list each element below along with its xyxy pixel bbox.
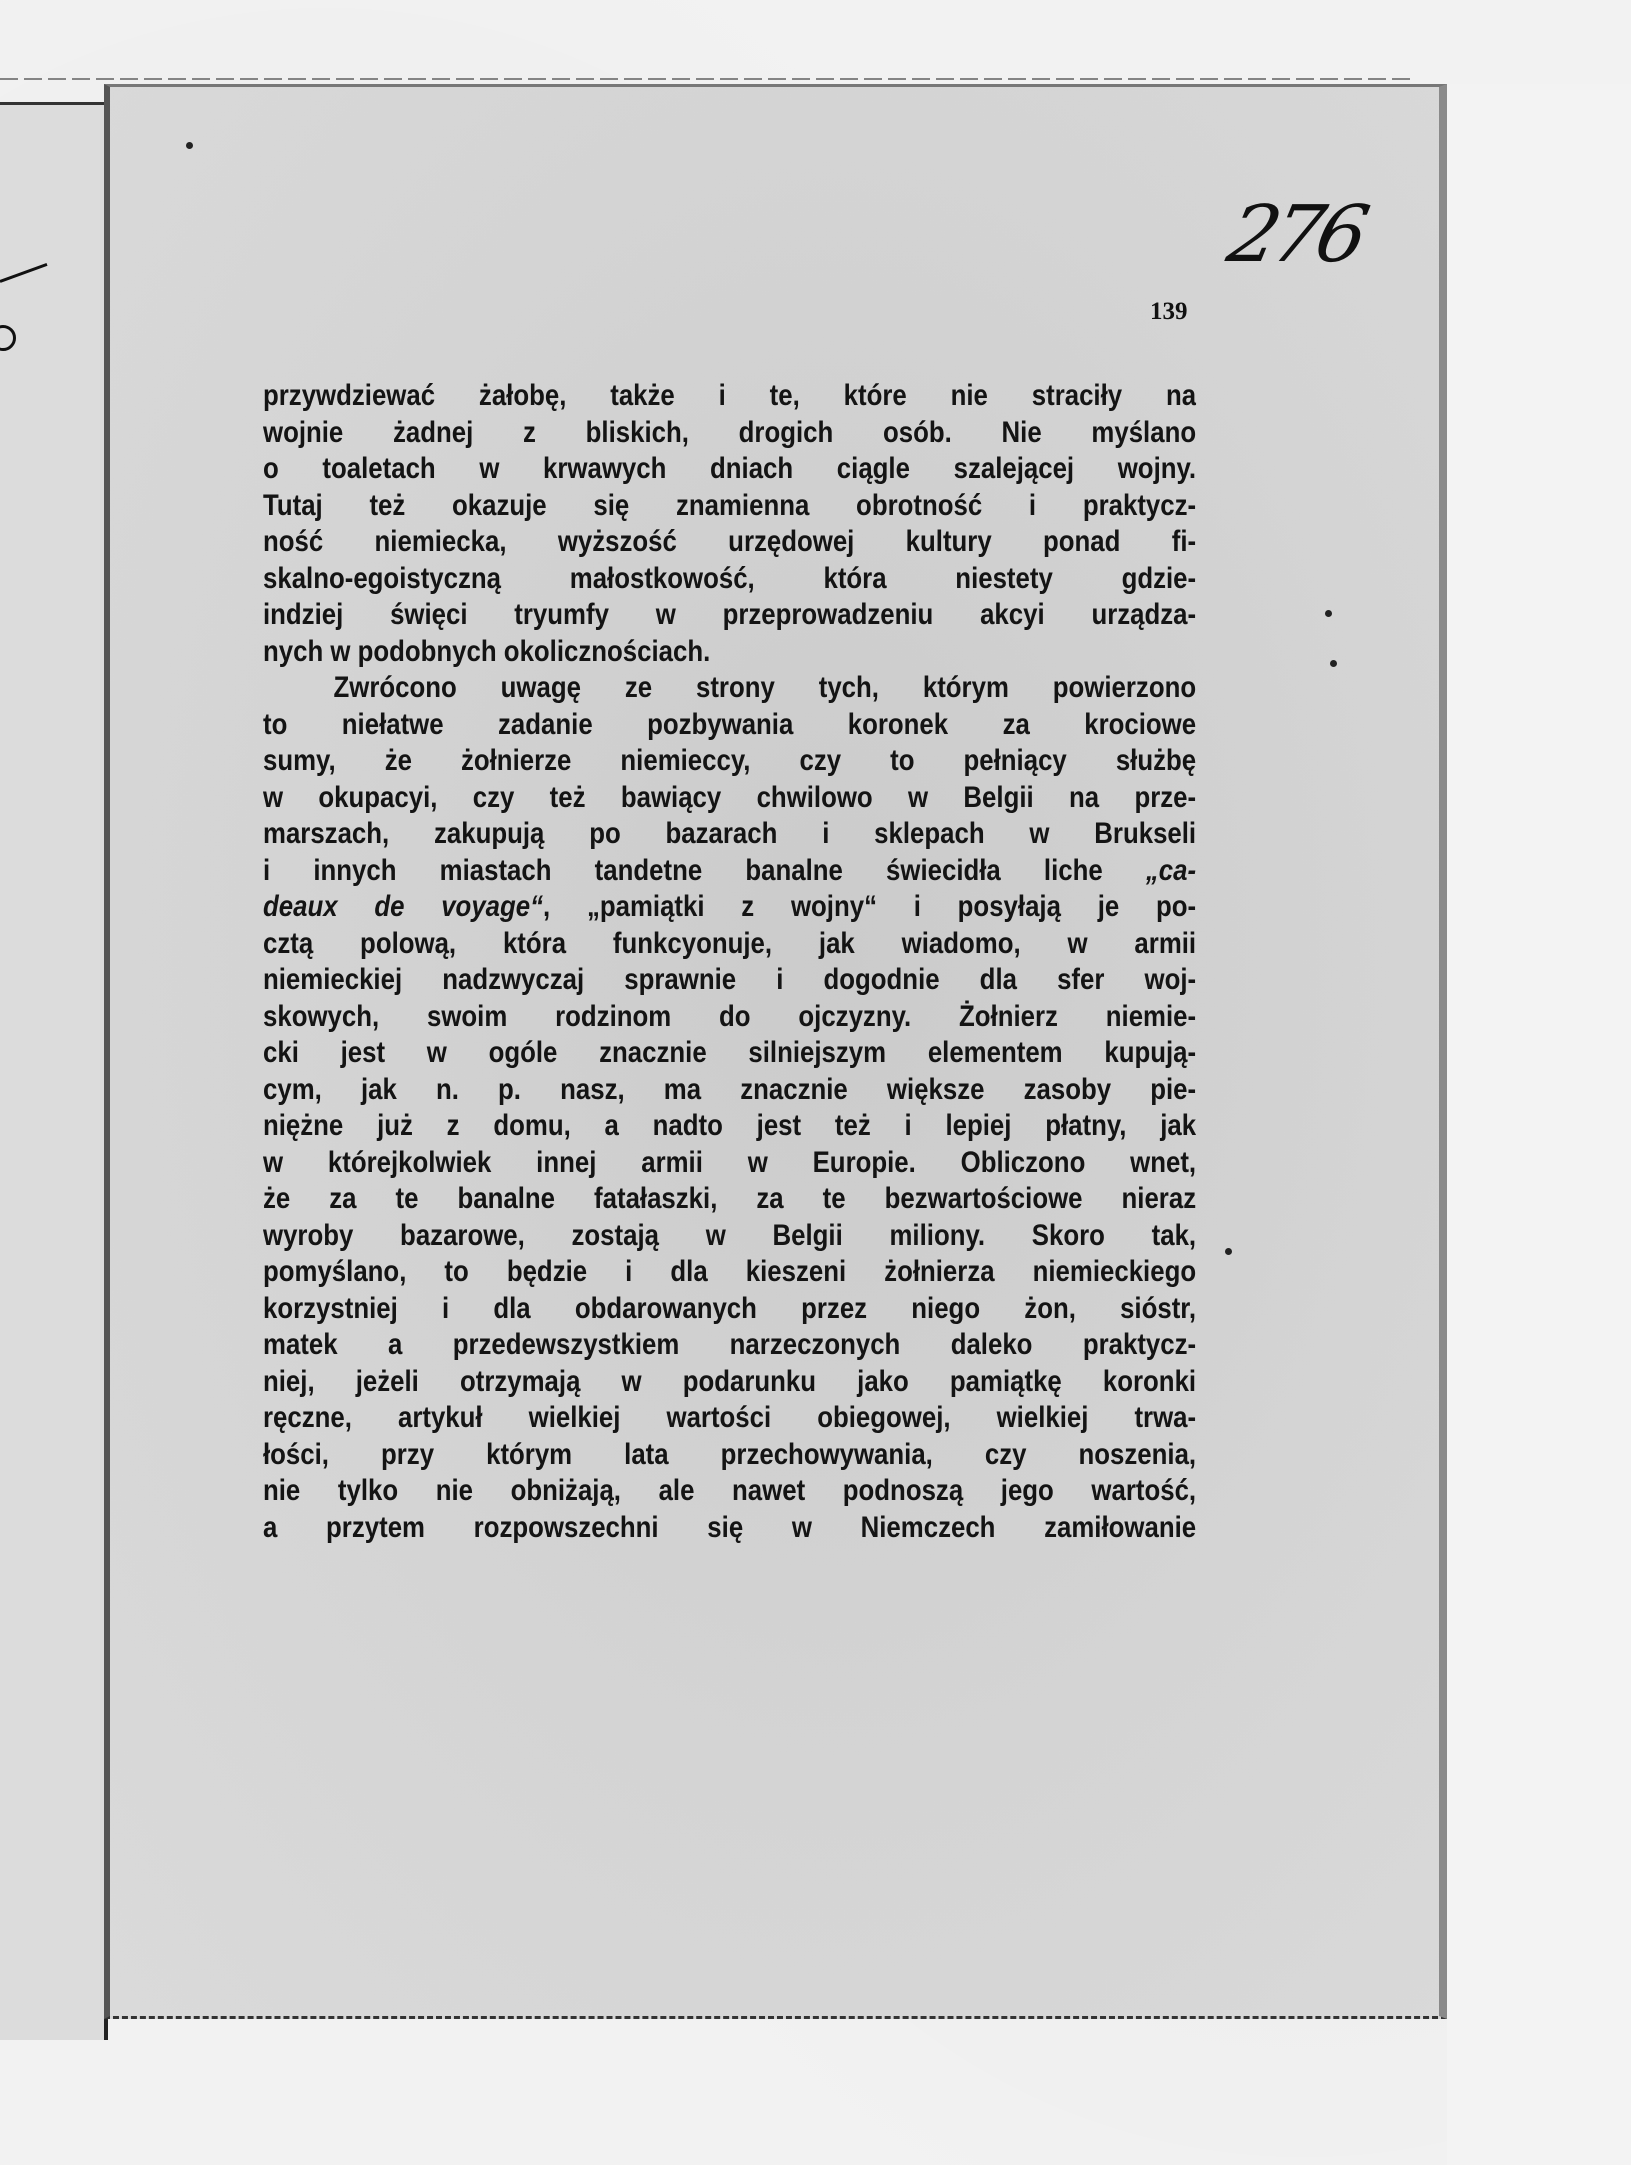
text-line: że za te banalne fatałaszki, za te bezwartościowe nieraz xyxy=(263,1182,1197,1215)
body-text xyxy=(263,378,1196,1546)
text-span: , „pamiątki z wojny“ i posyłają je po- xyxy=(543,890,1197,923)
text-line: to niełatwe zadanie pozbywania koronek za krociowe xyxy=(263,707,1197,741)
text-line: w którejkolwiek innej armii w Europie. Obliczono wnet, xyxy=(263,1145,1197,1179)
paragraph-start-line: Zwrócono uwagę ze strony tych, którym powierzono xyxy=(333,671,1197,704)
text-line-mixed xyxy=(263,853,1196,890)
text-span: i innych miastach tandetne banalne świecidła liche xyxy=(263,853,1146,887)
text-line: Tutaj też okazuje się znamienna obrotność i praktycz- xyxy=(263,488,1197,522)
text-line: niemieckiej nadzwyczaj sprawnie i dogodnie dla sfer woj- xyxy=(263,963,1197,996)
text-line: korzystniej i dla obdarowanych przez niego żon, sióstr, xyxy=(263,1291,1197,1325)
text-line: przywdziewać żałobę, także i te, które nie straciły na xyxy=(263,379,1197,412)
speck-mark xyxy=(186,142,193,149)
adjacent-page-fragment xyxy=(0,102,108,2040)
page-number: 139 xyxy=(1150,298,1188,325)
text-line: indziej święci tryumfy w przeprowadzeniu akcyi urządza- xyxy=(263,598,1197,631)
text-line: matek a przedewszystkiem narzeczonych daleko praktycz- xyxy=(263,1328,1197,1361)
text-line: skalno-egoistyczną małostkowość, która niestety gdzie- xyxy=(263,561,1197,595)
text-line: ność niemiecka, wyższość urzędowej kultury ponad fi- xyxy=(263,525,1197,558)
text-line: ręczne, artykuł wielkiej wartości obiegowej, wielkiej trwa- xyxy=(263,1401,1197,1434)
speck-mark xyxy=(1330,660,1337,667)
text-line: marszach, zakupują po bazarach i sklepach w Brukseli xyxy=(263,817,1197,850)
text-line: łości, przy którym lata przechowywania, czy noszenia, xyxy=(263,1437,1197,1471)
speck-mark xyxy=(1325,610,1332,617)
text-line: cym, jak n. p. nasz, ma znacznie większe zasoby pie- xyxy=(263,1072,1197,1106)
pen-loop-mark xyxy=(0,325,16,351)
text-line: cztą polową, która funkcyonuje, jak wiadomo, w armii xyxy=(263,926,1197,960)
text-line-mixed xyxy=(263,889,1196,926)
text-line: wyroby bazarowe, zostają w Belgii miliony. Skoro tak, xyxy=(263,1218,1197,1252)
text-line: cki jest w ogóle znacznie silniejszym elementem kupują- xyxy=(263,1036,1197,1069)
text-line: pomyślano, to będzie i dla kieszeni żołnierza niemieckiego xyxy=(263,1255,1197,1288)
speck-mark xyxy=(1225,1248,1232,1255)
handwritten-folio-number: 276 xyxy=(1220,190,1371,280)
text-line: nie tylko nie obniżają, ale nawet podnoszą jego wartość, xyxy=(263,1474,1197,1507)
italic-text-span: deaux de voyage“ xyxy=(263,890,544,923)
text-line: wojnie żadnej z bliskich, drogich osób. Nie myślano xyxy=(263,415,1197,449)
text-line: niężne już z domu, a nadto jest też i lepiej płatny, jak xyxy=(263,1109,1197,1142)
right-background-strip xyxy=(1447,84,1631,2165)
paragraph-end-line: nych w podobnych okolicznościach. xyxy=(263,634,711,668)
text-line: sumy, że żołnierze niemieccy, czy to pełniący służbę xyxy=(263,744,1197,777)
text-line: a przytem rozpowszechni się w Niemczech zamiłowanie xyxy=(263,1510,1197,1544)
top-edge-line xyxy=(0,78,1410,80)
italic-text-span: „ca- xyxy=(1145,853,1197,887)
text-line: skowych, swoim rodzinom do ojczyzny. Żołnierz niemie- xyxy=(263,999,1197,1033)
pen-stroke-mark xyxy=(0,263,47,283)
text-line: o toaletach w krwawych dniach ciągle szalejącej wojny. xyxy=(263,452,1197,485)
text-line: niej, jeżeli otrzymają w podarunku jako pamiątkę koronki xyxy=(263,1364,1197,1398)
text-line: w okupacyi, czy też bawiący chwilowo w Belgii na prze- xyxy=(263,780,1197,814)
